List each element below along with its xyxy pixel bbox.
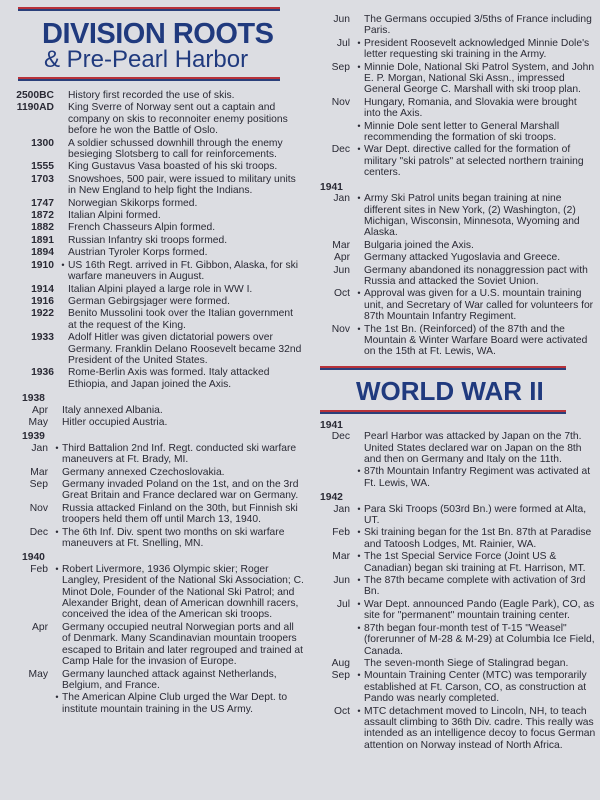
entry-year: 1882 xyxy=(31,222,54,234)
entry-bullet xyxy=(52,669,62,692)
left-column xyxy=(12,0,304,715)
timeline-entry xyxy=(314,144,596,178)
entry-month: Jan xyxy=(333,503,350,515)
title-pre-pearl-harbor: & Pre-Pearl Harbor xyxy=(44,46,249,73)
entry-text: 87th began four-month test of T-15 "Weasel" (forerunner of M-28 & M-29) at Columbia Ice Field, Canada. xyxy=(364,622,595,657)
timeline-entry xyxy=(12,102,304,136)
entry-month: Nov xyxy=(29,502,48,514)
entry-text: Hitler occupied Austria. xyxy=(62,416,168,428)
timeline-entry xyxy=(12,692,304,715)
entry-bullet: • xyxy=(55,526,59,537)
timeline-entry xyxy=(12,174,304,197)
entry-bullet: • xyxy=(357,61,361,72)
left-header xyxy=(12,19,304,73)
entry-month: Aug xyxy=(331,657,350,669)
entry-month xyxy=(314,623,354,657)
timeline-entry xyxy=(314,706,596,752)
entry-month: Sep xyxy=(331,670,350,682)
entry-bullet xyxy=(58,308,68,331)
timeline-entry xyxy=(314,551,596,574)
entry-text: Norwegian Skikorps formed. xyxy=(68,197,198,209)
ww2-rule-top xyxy=(320,366,566,370)
entry-text: Russian Infantry ski troops formed. xyxy=(68,234,228,246)
entry-text: Rome-Berlin Axis was formed. Italy attacked Ethiopia, and Japan joined the Axis. xyxy=(68,367,270,390)
entry-year: 1190AD xyxy=(16,102,54,114)
entry-year: 1933 xyxy=(31,332,54,344)
entry-text: The 87th became complete with activation of 3rd Bn. xyxy=(364,575,586,598)
timeline-entry xyxy=(314,252,596,263)
ww2-timeline xyxy=(314,420,596,751)
entry-text: Germany launched attack against Netherlands, Belgium, and France. xyxy=(62,668,277,691)
entry-bullet xyxy=(52,479,62,502)
entry-text: King Sverre of Norway sent out a captain and company on skis to reconnoiter enemy positions before he won the Battle of Oslo. xyxy=(68,102,288,137)
entry-text: 87th Mountain Infantry Regiment was activated at Ft. Lewis, WA. xyxy=(364,466,591,489)
entry-bullet: • xyxy=(357,598,361,609)
timeline-entry xyxy=(12,503,304,526)
entry-bullet xyxy=(58,296,68,307)
entry-text: Para Ski Troops (503rd Bn.) were formed at Alta, UT. xyxy=(364,503,587,527)
entry-bullet: • xyxy=(61,259,65,270)
entry-month: Sep xyxy=(29,479,48,490)
entry-text: Minnie Dole, National Ski Patrol System, and John E. P. Morgan, National Ski Assn., impressed General George C. Marshall with ski troop plan. xyxy=(364,61,595,96)
entry-bullet xyxy=(58,247,68,258)
entry-year: 1922 xyxy=(31,308,54,320)
entry-bullet xyxy=(52,417,62,428)
entry-bullet xyxy=(354,431,364,465)
timeline-entry xyxy=(314,240,596,251)
early-timeline xyxy=(12,90,304,390)
entry-text: Robert Livermore, 1936 Olympic skier; Roger Langley, President of the National Ski Association; C. Minot Dole, Founder of the National Ski Patrol; and Alexander Bright, dean of American downhill racers, conceived the idea of the American ski troops. xyxy=(62,563,304,621)
timeline-entry xyxy=(314,288,596,322)
entry-bullet: • xyxy=(357,527,361,538)
entry-month: Jun xyxy=(333,264,350,276)
entry-text: Snowshoes, 500 pair, were issued to military units in New England to help fight the Indians. xyxy=(68,173,296,197)
timeline-entry xyxy=(12,527,304,550)
timeline-entry xyxy=(12,367,304,390)
entry-bullet xyxy=(52,622,62,668)
entry-text: French Chasseurs Alpin formed. xyxy=(68,222,216,234)
timeline-entry xyxy=(12,669,304,692)
entry-text: History first recorded the use of skis. xyxy=(68,90,235,101)
year-heading: 1942 xyxy=(320,492,343,504)
timeline-1941 xyxy=(314,182,596,358)
timeline-entry xyxy=(314,14,596,37)
entry-year: 1936 xyxy=(31,367,54,379)
entry-bullet xyxy=(58,90,68,101)
entry-bullet xyxy=(58,222,68,233)
entry-text: Italian Alpini played a large role in WW I. xyxy=(68,283,253,295)
entry-bullet xyxy=(354,97,364,120)
entry-bullet xyxy=(58,210,68,221)
entry-month: Jun xyxy=(333,575,350,587)
timeline-entry xyxy=(12,405,304,416)
entry-month xyxy=(314,466,354,489)
entry-text: Austrian Tyroler Korps formed. xyxy=(68,247,208,259)
entry-text: German Gebirgsjager were formed. xyxy=(68,295,230,307)
entry-year: 1910 xyxy=(31,259,54,271)
entry-year: 1916 xyxy=(31,295,54,307)
entry-month: Mar xyxy=(332,239,350,251)
entry-text: Russia attacked Finland on the 30th, but Finnish ski troopers held them off until March 13, 1940. xyxy=(62,502,298,526)
entry-bullet xyxy=(58,284,68,295)
entry-text: The 6th Inf. Div. spent two months on ski warfare maneuvers at Ft. Snelling, MN. xyxy=(62,526,285,550)
entry-text: Benito Mussolini took over the Italian government at the request of the King. xyxy=(68,308,293,331)
entry-month: Jan xyxy=(333,193,350,205)
entry-bullet xyxy=(354,240,364,251)
entry-bullet xyxy=(354,658,364,669)
entry-text: Germany invaded Poland on the 1st, and on the 3rd Great Britain and France declared war on Germany. xyxy=(62,479,299,502)
entry-bullet xyxy=(52,467,62,478)
entry-bullet: • xyxy=(55,442,59,453)
entry-month xyxy=(12,692,52,715)
entry-text: Mountain Training Center (MTC) was temporarily established at Ft. Carson, CO, as construction at Pando was nearly completed. xyxy=(364,670,587,705)
ww2-title: WORLD WAR II xyxy=(356,375,544,406)
entry-text: The American Alpine Club urged the War Dept. to institute mountain training in the US Army. xyxy=(62,692,288,715)
entry-bullet: • xyxy=(357,120,361,131)
entry-month: Mar xyxy=(30,466,48,478)
entry-month: Dec xyxy=(29,526,48,538)
timeline-entry xyxy=(314,504,596,527)
entry-year: 1300 xyxy=(31,137,54,149)
entry-text: Army Ski Patrol units began training at nine different sites in New York, (2) Washington, (2) Michigan, Wisconsin, Minnesota, Wyoming and Alaska. xyxy=(364,193,580,239)
timeline-entry xyxy=(314,599,596,622)
timeline-entry xyxy=(314,623,596,657)
timeline-entry xyxy=(12,417,304,428)
entry-text: Approval was given for a U.S. mountain training unit, and Secretary of War called for volunteers for 87th Mountain Infantry Regiment. xyxy=(364,288,594,323)
entry-month xyxy=(314,121,354,144)
entry-year: 1747 xyxy=(31,197,54,209)
timeline-entry xyxy=(12,308,304,331)
entry-month: Jan xyxy=(31,442,48,454)
year-heading: 1938 xyxy=(22,393,45,405)
entry-text: The 1st Bn. (Reinforced) of the 87th and the Mountain & Winter Warfare Board were activated on the 15th at Ft. Lewis, WA. xyxy=(364,323,588,358)
entry-text: The 1st Special Service Force (Joint US & Canadian) began ski training at Ft. Harrison, MT. xyxy=(364,551,586,574)
entry-month: Apr xyxy=(31,621,48,633)
entry-year: 1703 xyxy=(31,173,54,185)
entry-bullet: • xyxy=(357,670,361,681)
entry-bullet: • xyxy=(55,692,59,703)
entry-month: Oct xyxy=(333,705,350,717)
entry-month: Jun xyxy=(333,14,350,25)
ww2-rule-bottom xyxy=(320,410,566,414)
timeline-entry xyxy=(314,324,596,358)
year-heading: 1939 xyxy=(22,431,45,443)
entry-month: Apr xyxy=(31,404,48,416)
entry-text: MTC detachment moved to Lincoln, NH, to teach assault climbing to 36th Div. cadre. This really was intended as an intelligence decoy to focus German attention on Norway instead of North Africa. xyxy=(364,705,596,751)
entry-bullet xyxy=(354,252,364,263)
entry-text: Adolf Hitler was given dictatorial powers over Germany. Franklin Delano Roosevelt became 32nd President of the United States. xyxy=(68,332,302,366)
entry-bullet xyxy=(58,332,68,366)
entry-text: Italy annexed Albania. xyxy=(62,404,163,416)
timeline-entry xyxy=(12,260,304,283)
timeline-entry xyxy=(12,332,304,366)
entry-year: 1872 xyxy=(31,210,54,222)
entry-month: Dec xyxy=(331,431,350,443)
entry-bullet: • xyxy=(357,37,361,48)
entry-bullet xyxy=(58,138,68,161)
entry-month: Jul xyxy=(336,598,350,610)
entry-month: Feb xyxy=(332,527,350,539)
timeline-entry xyxy=(12,198,304,209)
entry-month: Sep xyxy=(331,61,350,73)
timeline-entry xyxy=(314,466,596,489)
entry-year: 1894 xyxy=(31,247,54,259)
entry-month: Apr xyxy=(333,252,350,264)
timeline-entry xyxy=(12,247,304,258)
entry-text: Minnie Dole sent letter to General Marshall recommending the formation of ski troops. xyxy=(364,120,560,144)
entry-bullet xyxy=(354,14,364,37)
entry-text: US 16th Regt. arrived in Ft. Gibbon, Alaska, for ski warfare maneuvers in August. xyxy=(68,259,299,283)
entry-text: King Gustavus Vasa boasted of his ski troops. xyxy=(68,161,278,173)
entry-bullet xyxy=(52,503,62,526)
ww2-header xyxy=(314,376,596,406)
entry-year: 1891 xyxy=(31,234,54,246)
timeline-entry xyxy=(314,575,596,598)
entry-year: 1555 xyxy=(31,161,54,173)
timeline-entry xyxy=(314,97,596,120)
header-rule-bottom xyxy=(18,77,280,81)
entry-text: President Roosevelt acknowledged Minnie Dole's letter requesting ski training in the Army. xyxy=(364,37,590,61)
timeline-entry xyxy=(314,431,596,465)
timeline-entry xyxy=(12,90,304,101)
entry-bullet: • xyxy=(55,563,59,574)
timeline-entry xyxy=(12,284,304,295)
entry-bullet xyxy=(58,161,68,172)
timeline-entry xyxy=(12,138,304,161)
entry-text: A soldier schussed downhill through the enemy besieging Slotsberg to call for reinforcements. xyxy=(68,137,283,161)
entry-text: Hungary, Romania, and Slovakia were brought into the Axis. xyxy=(364,96,577,120)
entry-text: The Germans occupied 3/5ths of France including Paris. xyxy=(364,14,592,37)
entry-bullet: • xyxy=(357,323,361,334)
entry-bullet xyxy=(52,405,62,416)
timeline-entry xyxy=(12,479,304,502)
header-rule-top xyxy=(18,7,280,11)
entry-bullet: • xyxy=(357,575,361,586)
entry-bullet: • xyxy=(357,288,361,299)
entry-bullet: • xyxy=(357,705,361,716)
timeline-entry xyxy=(12,161,304,172)
timeline-entry xyxy=(314,527,596,550)
entry-month: Mar xyxy=(332,551,350,563)
entry-bullet xyxy=(58,174,68,197)
entry-bullet xyxy=(58,102,68,136)
entry-bullet xyxy=(58,367,68,390)
entry-bullet: • xyxy=(357,622,361,633)
entry-bullet: • xyxy=(357,503,361,514)
timeline-entry xyxy=(12,210,304,221)
entry-year: 2500BC xyxy=(16,90,54,101)
entry-bullet xyxy=(58,235,68,246)
right-column xyxy=(314,0,596,751)
timeline-entry xyxy=(12,443,304,466)
timeline-entry xyxy=(314,658,596,669)
entry-text: Third Battalion 2nd Inf. Regt. conducted ski warfare maneuvers at Ft. Brady, MI. xyxy=(62,442,297,466)
timeline-entry xyxy=(12,222,304,233)
entry-month: Nov xyxy=(331,323,350,335)
entry-bullet: • xyxy=(357,144,361,155)
entry-month: Oct xyxy=(333,288,350,300)
entry-text: Germany annexed Czechoslovakia. xyxy=(62,466,225,478)
entry-month: May xyxy=(28,668,48,680)
title-division-roots: DIVISION ROOTS xyxy=(42,18,274,50)
entry-text: The seven-month Siege of Stalingrad began. xyxy=(364,657,569,669)
timeline-entry xyxy=(314,62,596,96)
entry-month: Jul xyxy=(336,37,350,49)
entry-text: Germany occupied neutral Norwegian ports and all of Denmark. Many Scandinavian mountain troopers escaped to Britain and later regrouped and trained at Camp Hale for the invasion of Europe. xyxy=(62,621,303,668)
entry-text: Bulgaria joined the Axis. xyxy=(364,239,474,251)
entry-text: Ski training began for the 1st Bn. 87th at Paradise and Tatoosh Lodges, Mt. Rainier, WA. xyxy=(364,527,592,550)
entry-bullet: • xyxy=(357,193,361,204)
entry-text: War Dept. directive called for the formation of military "ski patrols" at selected northern training centers. xyxy=(364,144,584,179)
entry-month: May xyxy=(28,416,48,428)
timeline-entry xyxy=(314,38,596,61)
entry-month: Feb xyxy=(30,563,48,575)
timeline-entry xyxy=(12,296,304,307)
timeline-entry xyxy=(314,265,596,288)
timeline-entry xyxy=(12,467,304,478)
year-heading: 1941 xyxy=(320,419,343,431)
entry-text: Germany abandoned its nonaggression pact with Russia and attacked the Soviet Union. xyxy=(364,264,588,287)
timeline-entry xyxy=(12,235,304,246)
entry-bullet xyxy=(58,198,68,209)
entry-text: War Dept. announced Pando (Eagle Park), CO, as site for "permanent" mountain training center. xyxy=(364,598,595,622)
entry-text: Germany attacked Yugoslavia and Greece. xyxy=(364,252,561,264)
entry-month: Dec xyxy=(331,144,350,156)
year-heading: 1940 xyxy=(22,552,45,564)
timeline-entry xyxy=(12,564,304,621)
entry-bullet: • xyxy=(357,466,361,477)
entry-text: Italian Alpini formed. xyxy=(68,210,161,222)
entry-year: 1914 xyxy=(31,283,54,295)
entry-bullet: • xyxy=(357,551,361,562)
left-year-groups xyxy=(12,393,304,715)
timeline-1940-continued xyxy=(314,14,596,179)
year-heading: 1941 xyxy=(320,181,343,193)
entry-bullet xyxy=(354,265,364,288)
entry-text: Pearl Harbor was attacked by Japan on the 7th. United States declared war on Japan on the 8th and then on Germany and Italy on the 11th. xyxy=(364,431,582,465)
timeline-entry xyxy=(314,193,596,239)
timeline-entry xyxy=(12,622,304,668)
entry-month: Nov xyxy=(331,96,350,108)
timeline-entry xyxy=(314,670,596,704)
timeline-entry xyxy=(314,121,596,144)
